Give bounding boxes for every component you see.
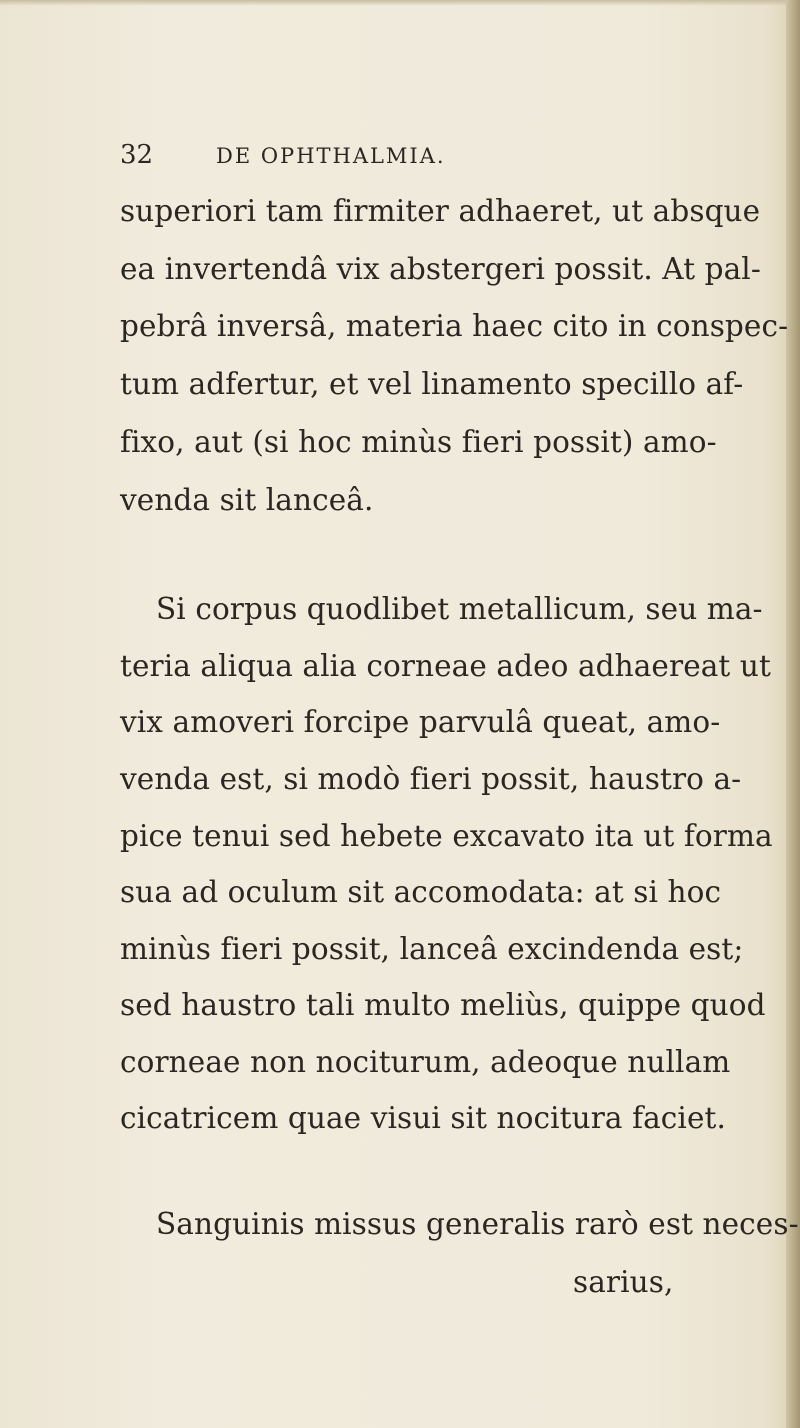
text-line: cicatricem quae visui sit nocitura faciet. xyxy=(120,1101,726,1135)
text-line: venda est, si modò fieri possit, haustro a- xyxy=(120,762,742,796)
page-top-edge xyxy=(0,0,800,6)
text-line: minùs fieri possit, lanceâ excindenda est; xyxy=(120,932,744,966)
text-line: corneae non nociturum, adeoque nullam xyxy=(120,1045,731,1079)
text-line: vix amoveri forcipe parvulâ queat, amo- xyxy=(120,705,721,739)
page-number: 32 xyxy=(120,140,154,170)
text-line: sua ad oculum sit accomodata: at si hoc xyxy=(120,875,722,909)
text-line: Sanguinis missus generalis rarò est neces- xyxy=(156,1207,799,1241)
text-line: fixo, aut (si hoc minùs fieri possit) amo- xyxy=(120,425,717,459)
text-line: teria aliqua alia corneae adeo adhaereat ut xyxy=(120,649,771,683)
text-line: pebrâ inversâ, materia haec cito in conspec- xyxy=(120,309,789,343)
text-line: superiori tam firmiter adhaeret, ut absque xyxy=(120,194,761,228)
text-line: Si corpus quodlibet metallicum, seu ma- xyxy=(156,592,763,626)
page-header xyxy=(120,140,720,180)
running-head: DE OPHTHALMIA. xyxy=(216,144,446,168)
text-line: ea invertendâ vix abstergeri possit. At pal- xyxy=(120,252,761,286)
text-line: sed haustro tali multo meliùs, quippe quod xyxy=(120,988,766,1022)
catchword: sarius, xyxy=(573,1265,674,1299)
text-line: pice tenui sed hebete excavato ita ut forma xyxy=(120,819,773,853)
text-line: venda sit lanceâ. xyxy=(120,483,374,517)
text-line: tum adfertur, et vel linamento specillo af- xyxy=(120,367,744,401)
